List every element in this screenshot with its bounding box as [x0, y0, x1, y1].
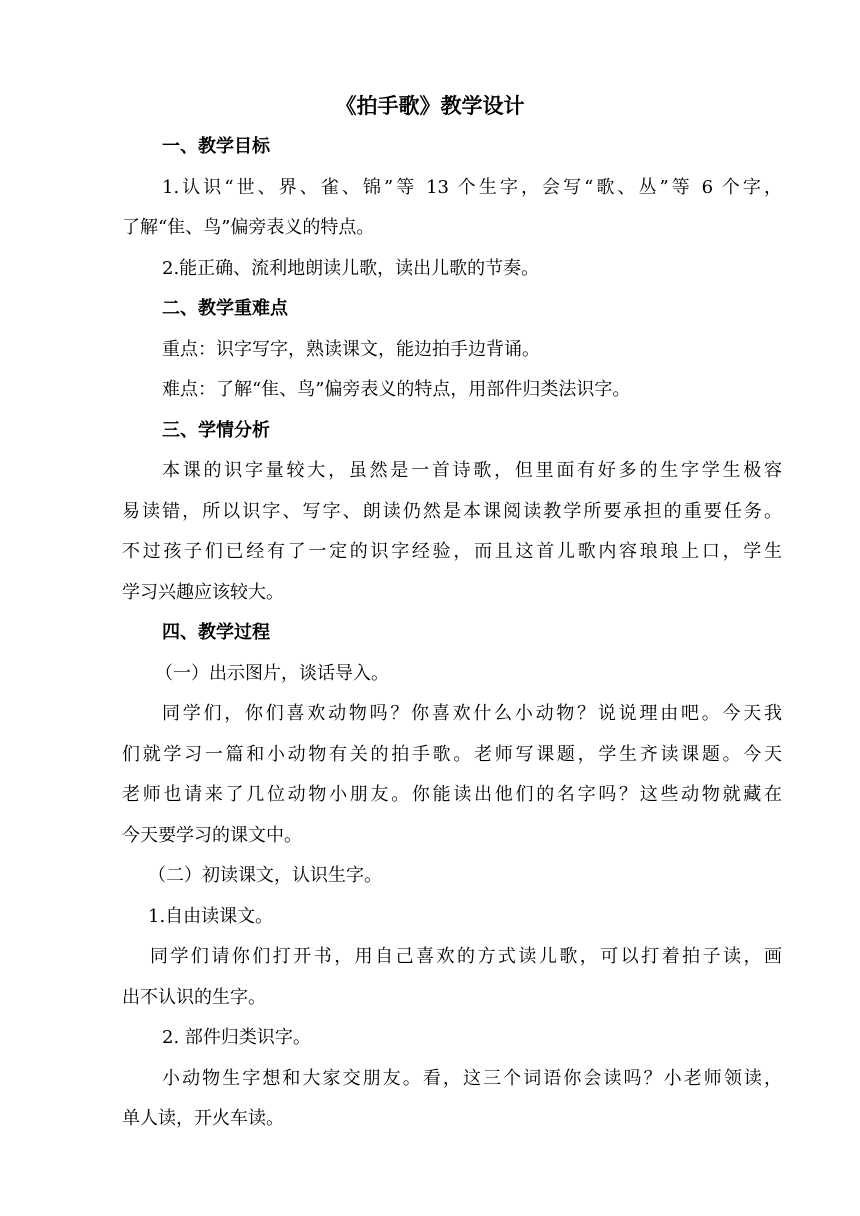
section-heading-goals: 一、教学目标 — [162, 136, 270, 157]
analysis-line-3: 不过孩子们已经有了一定的识字经验，而且这首儿歌内容琅琅上口，学生 — [122, 541, 782, 562]
analysis-line-2: 易读错，所以识字、写字、朗读仍然是本课阅读教学所要承担的重要任务。 — [122, 501, 782, 522]
section-heading-process: 四、教学过程 — [162, 622, 270, 643]
process-step-2-title: （二）初读课文，认识生字。 — [148, 865, 382, 886]
document-title: 《拍手歌》教学设计 — [335, 93, 525, 118]
process-step-1-line-2: 们就学习一篇和小动物有关的拍手歌。老师写课题，学生齐读课题。今天 — [122, 744, 782, 765]
key-point-difficulty: 难点：了解“隹、鸟”偏旁表义的特点，用部件归类法识字。 — [162, 379, 631, 400]
process-step-1-line-1: 同学们，你们喜欢动物吗？你喜欢什么小动物？说说理由吧。今天我 — [162, 703, 782, 724]
process-sub-1-line-1: 同学们请你们打开书，用自己喜欢的方式读儿歌，可以打着拍子读，画 — [150, 946, 782, 967]
process-sub-1-title: 1.自由读课文。 — [148, 906, 274, 927]
section-heading-key-points: 二、教学重难点 — [162, 298, 288, 319]
process-step-1-line-4: 今天要学习的课文中。 — [122, 825, 302, 846]
process-sub-2-title: 2. 部件归类识字。 — [162, 1027, 311, 1048]
section-heading-analysis: 三、学情分析 — [162, 420, 270, 441]
goal-item-1-line-2: 了解“隹、鸟”偏旁表义的特点。 — [122, 217, 375, 238]
process-sub-2-line-1: 小动物生字想和大家交朋友。看，这三个词语你会读吗？小老师领读， — [162, 1068, 782, 1089]
analysis-line-1: 本课的识字量较大，虽然是一首诗歌，但里面有好多的生字学生极容 — [162, 460, 782, 481]
goal-item-1-line-1: 1.认识“世、界、雀、锦”等 13 个生字，会写“歌、丛”等 6 个字， — [162, 177, 782, 198]
process-step-1-line-3: 老师也请来了几位动物小朋友。你能读出他们的名字吗？这些动物就藏在 — [122, 784, 782, 805]
process-sub-2-line-2: 单人读，开火车读。 — [122, 1108, 284, 1129]
key-point-focus: 重点：识字写字，熟读课文，能边拍手边背诵。 — [162, 339, 540, 360]
process-sub-1-line-2: 出不认识的生字。 — [122, 987, 266, 1008]
process-step-1-title: （一）出示图片，谈话导入。 — [155, 663, 389, 684]
goal-item-2: 2.能正确、流利地朗读儿歌，读出儿歌的节奏。 — [162, 258, 540, 279]
analysis-line-4: 学习兴趣应该较大。 — [122, 582, 284, 603]
